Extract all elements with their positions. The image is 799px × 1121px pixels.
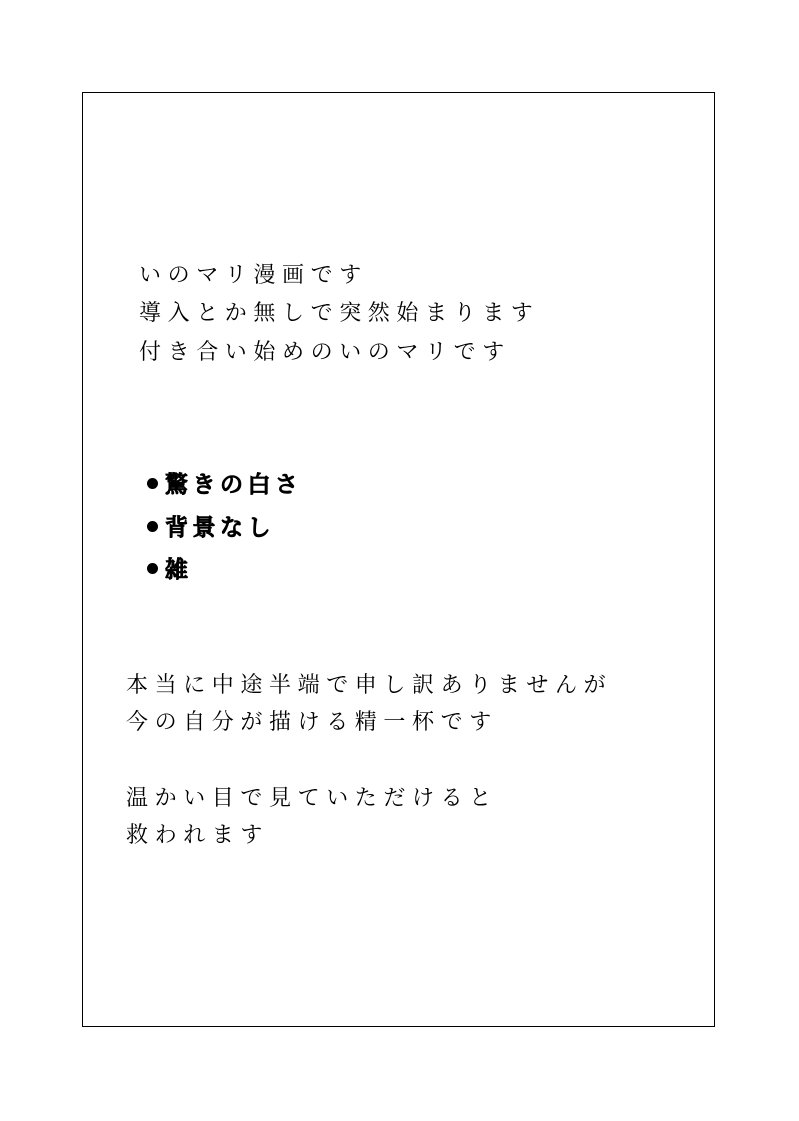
bullet-dot-icon xyxy=(147,521,158,532)
note-item-label: 背景なし xyxy=(165,515,275,541)
note-item-2 xyxy=(147,514,275,542)
apology-line-2: 今の自分が描ける精一杯です xyxy=(126,710,498,735)
bullet-dot-icon xyxy=(147,478,158,489)
closing-line-2: 救われます xyxy=(126,823,270,848)
note-item-3 xyxy=(147,556,193,584)
note-item-label: 雑 xyxy=(165,557,193,583)
intro-line-3: 付き合い始めのいのマリです xyxy=(139,340,511,365)
bullet-dot-icon xyxy=(147,563,158,574)
intro-line-1: いのマリ漫画です xyxy=(139,263,368,288)
note-item-1 xyxy=(147,471,303,499)
note-item-label: 驚きの白さ xyxy=(165,472,303,498)
apology-line-1: 本当に中途半端で申し訳ありませんが xyxy=(126,673,613,698)
closing-line-1: 温かい目で見ていただけると xyxy=(126,786,498,811)
intro-line-2: 導入とか無しで突然始まります xyxy=(139,301,540,326)
